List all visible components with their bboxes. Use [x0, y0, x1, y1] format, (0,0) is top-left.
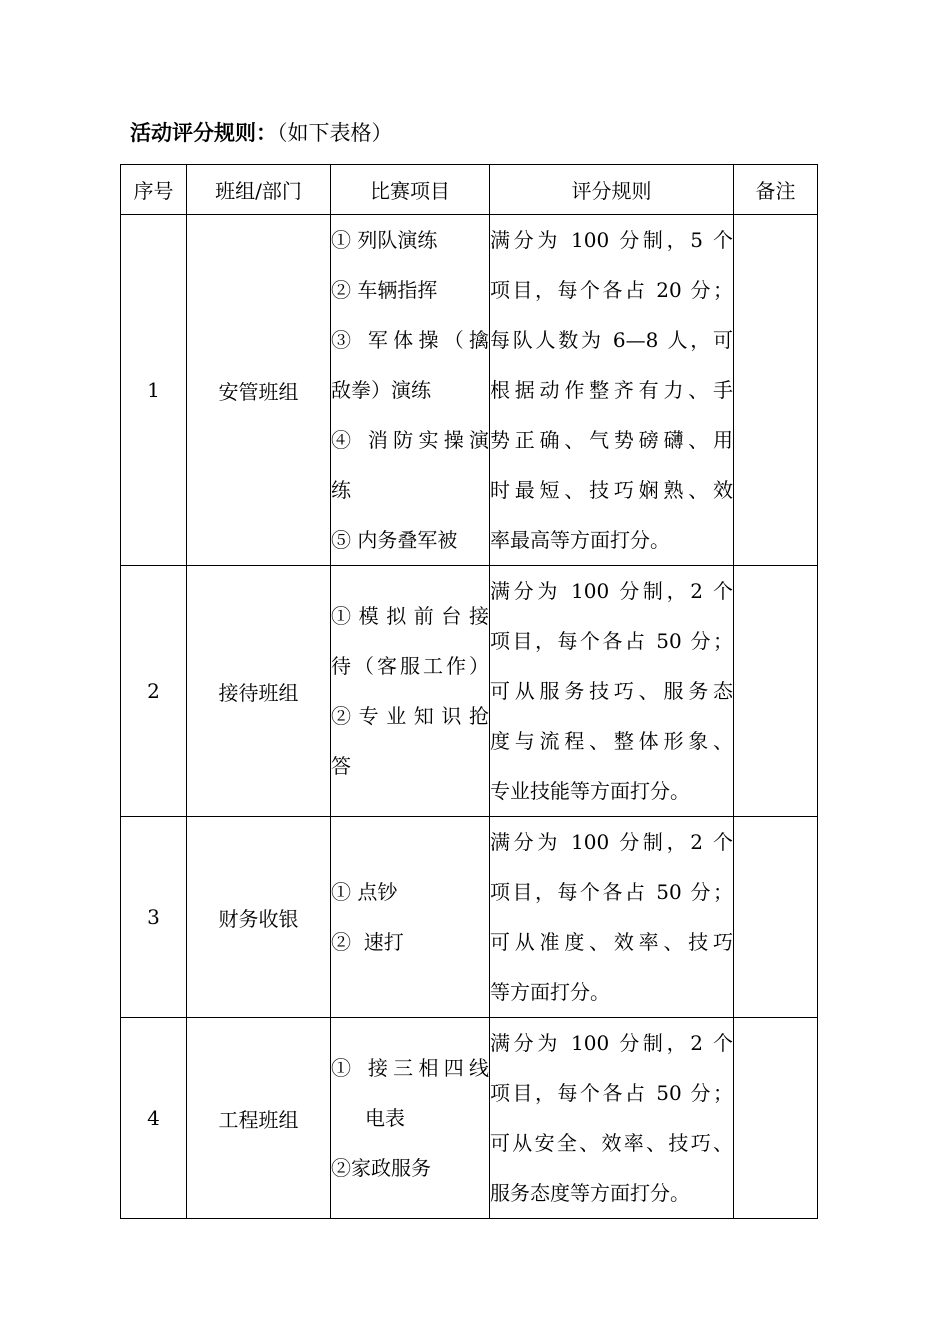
item-line: ② 车辆指挥	[331, 278, 438, 302]
rule-line: 等方面打分。	[490, 980, 610, 1004]
rule-line: 服务态度等方面打分。	[490, 1181, 690, 1205]
item-line: 电表	[365, 1106, 405, 1130]
rule-line: 率最高等方面打分。	[490, 528, 670, 552]
row-rules	[490, 566, 734, 817]
table-row	[121, 215, 818, 566]
rule-line: 根据动作整齐有力、手	[490, 378, 733, 402]
scoring-rules-table	[120, 164, 818, 1219]
rule-line: 可从服务技巧、服务态	[490, 679, 733, 703]
table-row	[121, 566, 818, 817]
row-group: 工程班组	[187, 1018, 331, 1219]
row-note	[734, 566, 818, 817]
header-note: 备注	[734, 165, 818, 215]
item-line: ① 接三相四线	[331, 1056, 489, 1080]
header-number: 序号	[121, 165, 187, 215]
item-line: 待（客服工作）	[331, 654, 489, 678]
item-line: 答	[331, 754, 351, 778]
row-number: 1	[121, 215, 187, 566]
rule-line: 度与流程、整体形象、	[490, 729, 733, 753]
rule-line: 可从准度、效率、技巧	[490, 930, 733, 954]
header-rules: 评分规则	[490, 165, 734, 215]
row-group: 接待班组	[187, 566, 331, 817]
item-line: ②专业知识抢	[331, 704, 489, 728]
rule-line: 满分为 100 分制，2 个	[490, 579, 733, 603]
rule-line: 项目，每个各占 50 分；	[490, 880, 733, 904]
row-group: 财务收银	[187, 817, 331, 1018]
row-items	[331, 215, 490, 566]
row-rules	[490, 1018, 734, 1219]
item-line: ② 速打	[331, 930, 404, 954]
row-number: 2	[121, 566, 187, 817]
item-line: 练	[331, 478, 351, 502]
row-items	[331, 817, 490, 1018]
row-rules	[490, 215, 734, 566]
rule-line: 势正确、气势磅礴、用	[490, 428, 733, 452]
header-group: 班组/部门	[187, 165, 331, 215]
item-line: ⑤ 内务叠军被	[331, 528, 458, 552]
rule-line: 项目，每个各占 50 分；	[490, 1081, 733, 1105]
table-row	[121, 1018, 818, 1219]
row-note	[734, 817, 818, 1018]
row-items	[331, 1018, 490, 1219]
table-row	[121, 817, 818, 1018]
row-rules	[490, 817, 734, 1018]
item-line: ① 列队演练	[331, 228, 438, 252]
page-heading	[130, 118, 393, 148]
row-note	[734, 215, 818, 566]
item-line: ①模拟前台接	[331, 604, 489, 628]
rule-line: 项目，每个各占 50 分；	[490, 629, 733, 653]
item-line: ③ 军体操（擒	[331, 328, 489, 352]
row-number: 4	[121, 1018, 187, 1219]
header-items: 比赛项目	[331, 165, 490, 215]
item-line: ②家政服务	[331, 1156, 431, 1180]
item-line: 敌拳）演练	[331, 378, 431, 402]
item-line: ④ 消防实操演	[331, 428, 489, 452]
heading-title: 活动评分规则：	[130, 121, 277, 145]
row-items	[331, 566, 490, 817]
rule-line: 满分为 100 分制，2 个	[490, 830, 733, 854]
table-header-row	[121, 165, 818, 215]
row-group: 安管班组	[187, 215, 331, 566]
rule-line: 可从安全、效率、技巧、	[490, 1131, 733, 1155]
rule-line: 满分为 100 分制，5 个	[490, 228, 733, 252]
row-number: 3	[121, 817, 187, 1018]
rule-line: 满分为 100 分制，2 个	[490, 1031, 733, 1055]
item-line: ① 点钞	[331, 880, 398, 904]
rule-line: 专业技能等方面打分。	[490, 779, 690, 803]
rule-line: 时最短、技巧娴熟、效	[490, 478, 733, 502]
rule-line: 每队人数为 6—8 人，可	[490, 328, 733, 352]
row-note	[734, 1018, 818, 1219]
heading-subtitle: （如下表格）	[277, 121, 393, 145]
rule-line: 项目，每个各占 20 分；	[490, 278, 733, 302]
